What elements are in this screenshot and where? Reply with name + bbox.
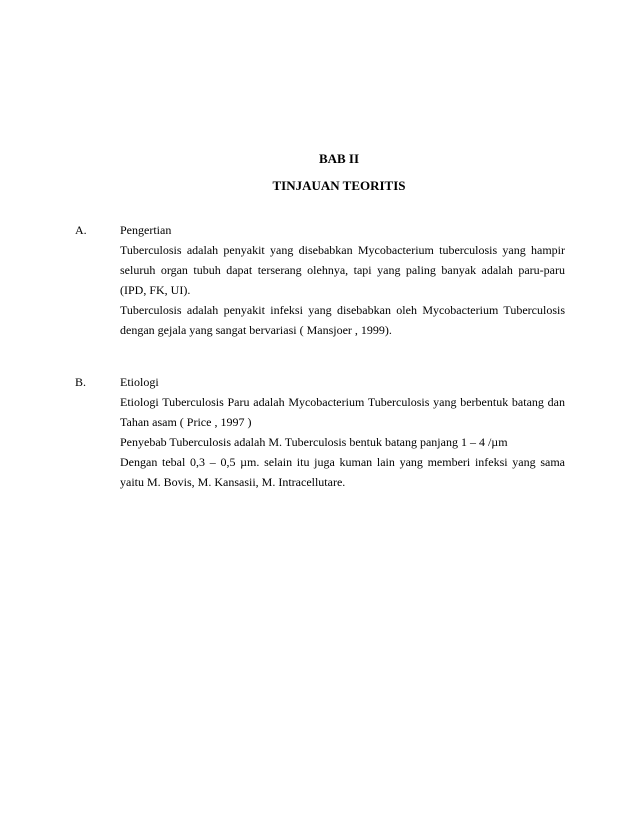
section-letter: B. [75, 375, 87, 389]
section-header [75, 221, 565, 239]
section-body [120, 240, 565, 340]
chapter-heading: BAB II [318, 151, 360, 166]
paragraph: Dengan tebal 0,3 – 0,5 µm. selain itu juga kuman lain yang memberi infeksi yang sama yaitu M. Bovis, M. Kansasii, M. Intracellutare. [120, 455, 565, 489]
section-title: Pengertian [120, 223, 172, 237]
section-pengertian [75, 221, 565, 340]
section-body [120, 392, 565, 492]
paragraph: Etiologi Tuberculosis Paru adalah Mycobacterium Tuberculosis yang berbentuk batang dan Tahan asam ( Price , 1997 ) [120, 395, 565, 429]
chapter-title: TINJAUAN TEORITIS [272, 178, 406, 193]
paragraph: Tuberculosis adalah penyakit yang disebabkan Mycobacterium tuberculosis yang hampir seluruh organ tubuh dapat terserang olehnya, tapi yang paling banyak adalah paru-paru (IPD, FK, UI). [120, 243, 565, 297]
section-letter: A. [75, 223, 87, 237]
paragraph: Tuberculosis adalah penyakit infeksi yang disebabkan oleh Mycobacterium Tuberculosis dengan gejala yang sangat bervariasi ( Mansjoer , 1999). [120, 303, 565, 337]
section-title: Etiologi [120, 375, 159, 389]
section-etiologi [75, 373, 565, 492]
section-header [75, 373, 565, 391]
paragraph: Penyebab Tuberculosis adalah M. Tuberculosis bentuk batang panjang 1 – 4 /µm [120, 435, 508, 449]
